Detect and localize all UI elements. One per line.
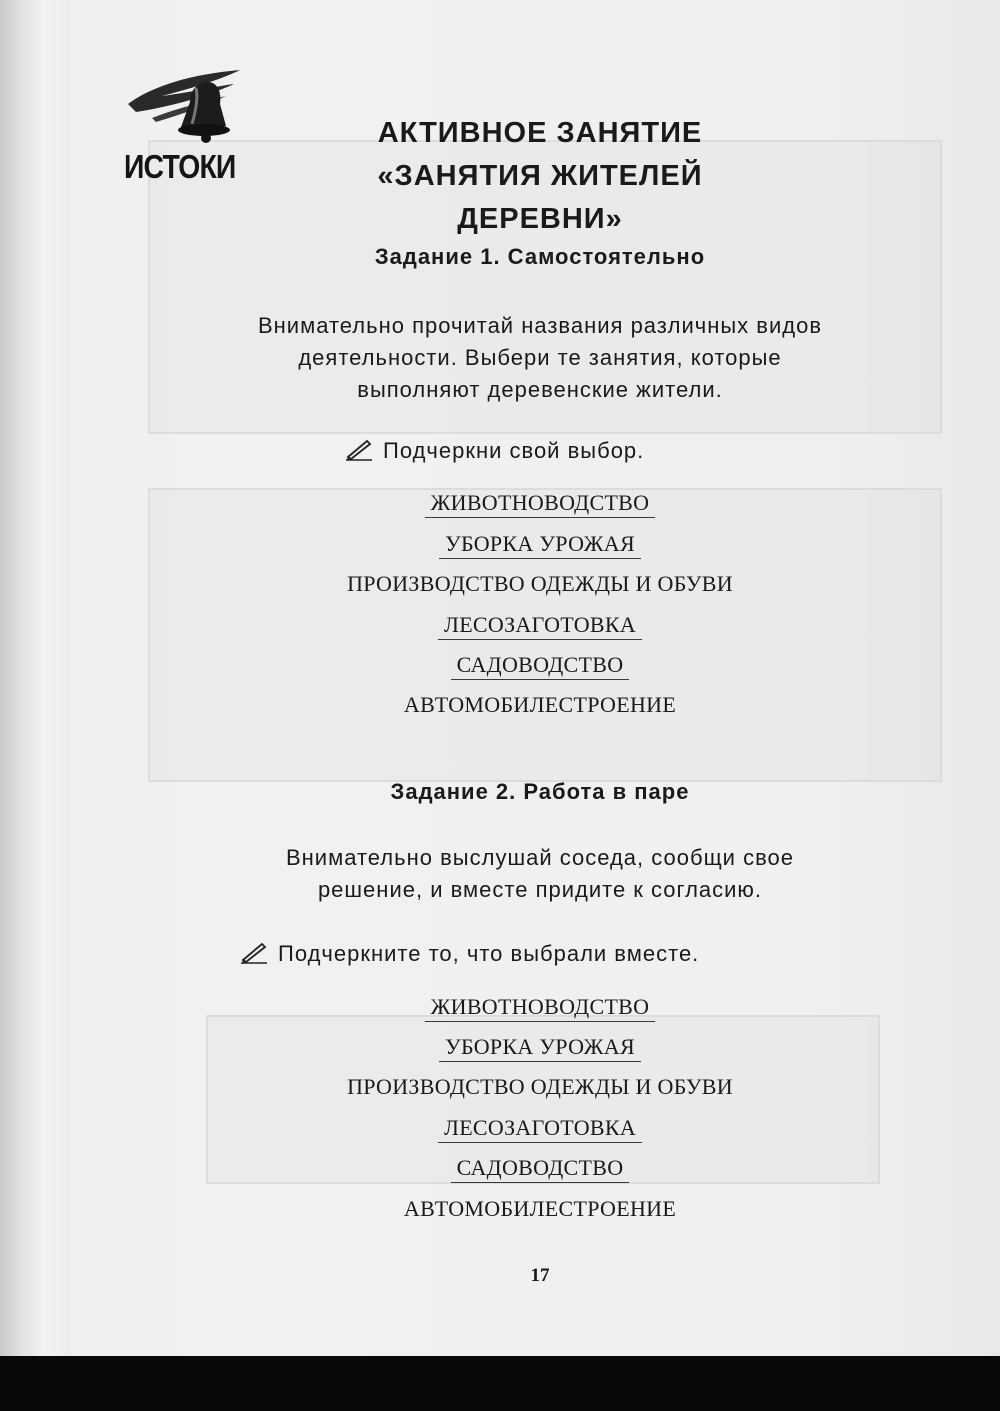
task1-item-label: УБОРКА УРОЖАЯ: [439, 531, 641, 559]
task2-heading: Задание 2. Работа в паре: [390, 779, 690, 804]
task1-item-gardening[interactable]: [0, 652, 1000, 680]
task1-heading: Задание 1. Самостоятельно: [374, 244, 706, 269]
task2-item-gardening[interactable]: [0, 1155, 1000, 1183]
task1-text-line: деятельности. Выбери те занятия, которые: [298, 345, 782, 370]
bell-icon: [122, 66, 272, 156]
logo-text: ИСТОКИ: [124, 148, 236, 185]
task1-item-label: САДОВОДСТВО: [451, 652, 630, 680]
title-line: АКТИВНОЕ ЗАНЯТИЕ: [377, 117, 703, 149]
task2-item-automotive[interactable]: [0, 1196, 1000, 1222]
task1-item-livestock[interactable]: [0, 490, 1000, 518]
task1-text: [130, 310, 950, 406]
task1-item-clothing[interactable]: [0, 571, 1000, 597]
task2-item-label: АВТОМОБИЛЕСТРОЕНИЕ: [403, 1196, 677, 1221]
task1-item-label: ЛЕСОЗАГОТОВКА: [438, 612, 642, 640]
task2-text-line: решение, и вместе придите к согласию.: [317, 877, 763, 902]
task2-item-label: САДОВОДСТВО: [451, 1155, 630, 1183]
task1-text-line: Внимательно прочитай названия различных видов: [257, 313, 823, 338]
page-title: [300, 112, 780, 241]
task2-instruction-text: Подчеркните то, что выбрали вместе.: [278, 941, 700, 966]
title-line: ДЕРЕВНИ»: [457, 203, 623, 235]
title-line: «ЗАНЯТИЯ ЖИТЕЛЕЙ: [377, 160, 703, 192]
task2-item-label: ЖИВОТНОВОДСТВО: [425, 994, 656, 1022]
task2-item-label: ЛЕСОЗАГОТОВКА: [438, 1115, 642, 1143]
task1-instruction: [345, 437, 644, 464]
task2-text-line: Внимательно выслушай соседа, сообщи свое: [285, 845, 794, 870]
pencil-icon: [240, 940, 268, 964]
task2-instruction: [240, 940, 699, 967]
task2-item-label: УБОРКА УРОЖАЯ: [439, 1034, 641, 1062]
task2-item-harvest[interactable]: [0, 1034, 1000, 1062]
task2-item-livestock[interactable]: [0, 994, 1000, 1022]
task1-instruction-text: Подчеркни свой выбор.: [383, 438, 645, 463]
scan-border: [0, 1356, 1000, 1411]
page-number: 17: [530, 1265, 550, 1286]
task2-text: [130, 842, 950, 906]
task2-item-label: ПРОИЗВОДСТВО ОДЕЖДЫ И ОБУВИ: [347, 1074, 733, 1099]
task1-item-label: АВТОМОБИЛЕСТРОЕНИЕ: [403, 692, 677, 717]
task1-item-automotive[interactable]: [0, 692, 1000, 718]
task1-item-label: ПРОИЗВОДСТВО ОДЕЖДЫ И ОБУВИ: [347, 571, 733, 596]
task1-text-line: выполняют деревенские жители.: [357, 377, 723, 402]
task1-item-harvest[interactable]: [0, 531, 1000, 559]
task1-item-label: ЖИВОТНОВОДСТВО: [425, 490, 656, 518]
task2-item-clothing[interactable]: [0, 1074, 1000, 1100]
pencil-icon: [345, 437, 373, 461]
task1-item-logging[interactable]: [0, 612, 1000, 640]
task2-item-logging[interactable]: [0, 1115, 1000, 1143]
